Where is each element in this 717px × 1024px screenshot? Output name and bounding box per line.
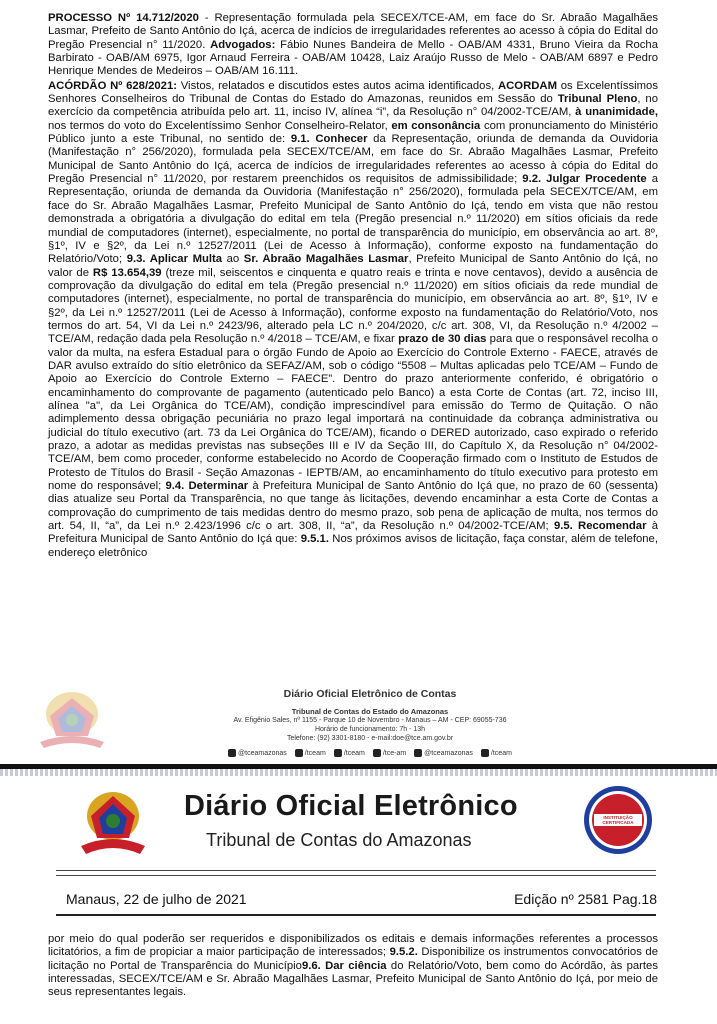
- twitter-icon: [295, 749, 303, 757]
- footer-hours: Horário de funcionamento: 7h - 13h: [314, 726, 426, 733]
- text-run: ao: [222, 253, 244, 266]
- social-link-twitter[interactable]: [295, 749, 326, 757]
- facebook-icon: [334, 749, 342, 757]
- header-rule: [56, 870, 656, 871]
- bold-text: prazo de 30 dias: [398, 333, 487, 346]
- bold-text: 9.4. Determinar: [165, 480, 249, 493]
- text-run: Disponibilize os instrumentos convocatórios de licitação no Portal de Transparência do Município: [48, 946, 658, 972]
- bold-text: Advogados:: [210, 38, 276, 51]
- bold-text: ACÓRDÃO Nº 628/2021:: [48, 79, 177, 92]
- bold-text: 9.6. Dar ciência: [301, 959, 387, 972]
- social-link-instagram[interactable]: [228, 749, 287, 757]
- page-title: Diário Oficial Eletrônico: [184, 790, 518, 822]
- text-run: a Representação, oriunda de demanda da Ouvidoria (Manifestação n° 256/2020), formulada pela SECEX/TCE/AM, em face do Sr. Abraão Magalhães Lasmar, Prefeito Municipal de Santo Antônio do Içá, tendo em vista que não restou demonstrada a obrigatória a divulgação do edital em tela (Pregão presencial n.º 11/2020) em sítios oficiais da rede mundial de computadores (internet), especialmente, no portal de transparência do município, em observância ao art. 8º, §1º, IV e §2º, da Lei n.º 12527/2011 (Lei de Acesso à Informação), conforme exposto na fundamentação do Relatório/Voto;: [48, 173, 658, 266]
- bold-text: ACORDAM: [497, 79, 557, 92]
- seal-text: INSTITUIÇÃO CERTIFICADA: [602, 815, 634, 825]
- instagram-icon: [228, 749, 236, 757]
- page-separator-pattern: [0, 769, 717, 776]
- paragraph: [48, 80, 658, 560]
- bold-text: PROCESSO Nº 14.712/2020: [48, 12, 199, 24]
- text-run: , Prefeito Municipal de Santo Antônio do Içá, no valor de: [48, 253, 658, 279]
- bold-text: 9.3. Aplicar Multa: [126, 253, 223, 266]
- footer-contact: Telefone: (92) 3301-8180 - e-mail:doe@tce.am.gov.br: [286, 735, 454, 742]
- text-run: com pronunciamento do Ministério Público junto a este Tribunal, no sentido de:: [48, 119, 658, 146]
- tce-crest-faded-icon: [36, 686, 108, 750]
- paragraph: [48, 12, 658, 79]
- edition-date: Manaus, 22 de julho de 2021: [66, 891, 247, 907]
- social-link-facebook[interactable]: [334, 749, 365, 757]
- text-run: , no exercício da competência atribuída pelo art. 11, inciso IV, alínea “i”, da Resolução n° 04/2002-TCE/AM,: [48, 93, 658, 119]
- bold-text: 9.5. Recomendar: [553, 520, 647, 533]
- bold-text: Tribunal Pleno: [557, 93, 638, 106]
- social-link-linkedin[interactable]: [481, 749, 512, 757]
- footer-address: Av. Efigênio Sales, nº 1155 - Parque 10 de Novembro - Manaus – AM - CEP: 69055-736: [233, 717, 507, 724]
- bold-text: em consonância: [391, 119, 481, 132]
- bold-text: 9.5.2.: [389, 946, 418, 959]
- social-label: /tceam: [490, 749, 512, 757]
- text-run: da Representação, oriunda de demanda da Ouvidoria (Manifestação n° 256/2020), formulada pela SECEX/TCE/AM, em face do Sr. Abraão Magalhães Lasmar, Prefeito Municipal de Santo Antônio do Içá, acerca de indícios de irregularidades referentes ao acesso à cópia do Edital do Pregão Presencial n° 11/2020, por restarem preenchidos os requisitos de admissibilidade;: [48, 133, 658, 186]
- social-link-youtube[interactable]: [373, 749, 406, 757]
- social-label: /tceam: [343, 749, 365, 757]
- social-label: /tceam: [304, 749, 326, 757]
- certification-seal-icon: [582, 784, 654, 856]
- text-run: à Prefeitura Municipal de Santo Antônio do Içá que:: [48, 520, 659, 546]
- text-run: por meio do qual poderão ser requeridos e disponibilizados os editais e demais informações referentes a processos licitatórios, a fim de propiciar a maior participação de interessados;: [48, 933, 658, 959]
- footer-info: [190, 686, 550, 757]
- text-run: Fábio Nunes Bandeira de Mello - OAB/AM 4331, Bruno Vieira da Rocha Barbirato - OAB/AM 6975, Igor Arnaud Ferreira - OAB/AM 10428, Laiz Araújo Russo de Melo - OAB/AM 6897 e Pedro Henrique Mendes de Medeiros – OAB/AM 16.111.: [48, 38, 658, 78]
- linkedin-icon: [481, 749, 489, 757]
- flickr-icon: [414, 749, 422, 757]
- header-rule: [56, 875, 656, 876]
- social-label: @tceamazonas: [238, 749, 287, 757]
- text-run: (treze mil, seiscentos e cinquenta e quatro reais e trinta e nove centavos), devido a ausência de comprovação da divulgação do edital em tela (Pregão presencial n.º 11/2020) em sítios oficiais da rede mundial de computadores (internet), especialmente, no portal de transparência do município, em observância ao art. 8º, §1º, IV e §2º, da Lei n.º 12527/2011 (Lei de Acesso à Informação), conforme exposto na fundamentação do Relatório/Voto, nos termos do art. 54, VI da Lei n.º 2423/96, alterado pela LC n.º 204/2020, c/c art. 308, VI, da Resolução n.º 4/2002 – TCE/AM, redação dada pela Resolução n.º 4/2018 – TCE/AM, e fixar: [48, 266, 658, 346]
- dateline-rule: [56, 914, 656, 916]
- lower-body-text: [48, 933, 658, 1000]
- bold-text: R$ 13.654,39: [92, 266, 162, 279]
- text-run: nos termos do voto do Excelentíssimo Senhor Conselheiro-Relator,: [48, 119, 392, 132]
- edition-number: Edição nº 2581 Pag.18: [514, 891, 657, 907]
- text-run: Vistos, relatados e discutidos estes autos acima identificados,: [177, 79, 498, 92]
- bold-text: 9.2. Julgar Procedente: [522, 173, 647, 186]
- footer-org: Tribunal de Contas do Estado do Amazonas: [291, 707, 449, 716]
- social-label: /tce-am: [382, 749, 407, 757]
- text-run: à Prefeitura Municipal de Santo Antônio do Içá que, no prazo de 60 (sessenta) dias atualize seu Portal da Transparência, no que tange às licitações, devendo encaminhar a esta Corte de Contas a comprovação do cumprimento de tais medidas dentro do mesmo prazo, sob pena de aplicação de multa, nos termos do art. 54, II, “a”, da Lei n.º 2.423/1996 c/c o art. 308, II, “a”, da Resolução n.º 04/2002-TCE/AM;: [48, 480, 658, 533]
- footer-title: Diário Oficial Eletrônico de Contas: [283, 688, 457, 700]
- text-run: Nos próximos avisos de licitação, faça constar, além de telefone, endereço eletrônico: [48, 533, 658, 559]
- text-run: os Excelentíssimos Senhores Conselheiros do Tribunal de Contas do Estado do Amazonas, reunidos em Sessão do: [48, 79, 658, 106]
- bold-text: 9.5.1.: [300, 533, 329, 546]
- social-links: [190, 749, 550, 757]
- text-run: para que o responsável recolha o valor da multa, na esfera Estadual para o órgão Fundo de Apoio ao Exercício do Controle Externo - FAECE, através de DAR avulso extraído do sítio eletrônico da SEFAZ/AM, sob o código “5508 – Multas aplicadas pelo TCE/AM – Fundo de Apoio ao Exercício do Controle Externo – FAECE”. Dentro do prazo anteriormente conferido, é obrigatório o encaminhamento do comprovante de pagamento (autenticado pelo Banco) a esta Corte de Contas (art. 72, inciso III, alínea "a", da Lei Orgânica do TCE/AM), condição imprescindível para emissão do Termo de Quitação. O não adimplemento dessa obrigação pecuniária no prazo legal importará na continuidade da cobrança administrativa ou judicial do título executivo (art. 73 da Lei Orgânica do TCE/AM), ficando o DERED autorizado, caso expirado o referido prazo, a adotar as medidas previstas nas subseções III e IV da Seção III, do Capítulo X, da Resolução n° 04/2002-TCE/AM, bem como proceder, conforme estabelecido no Acordo de Cooperação firmado com o Instituto de Estudos de Protesto de Títulos do Brasil - Seção Amazonas - IEPTB/AM, ao encaminhamento do título executivo para protesto em nome do responsável;: [48, 333, 658, 493]
- upper-body-text: [48, 12, 658, 561]
- bold-text: 9.1. Conhecer: [290, 133, 368, 146]
- social-link-flickr[interactable]: [414, 749, 473, 757]
- tce-crest-icon: [78, 786, 148, 858]
- bold-text: à unanimidade,: [575, 106, 659, 119]
- youtube-icon: [373, 749, 381, 757]
- paragraph: [48, 933, 658, 1000]
- text-run: - Representação formulada pela SECEX/TCE-AM, em face do Sr. Abraão Magalhães Lasmar, Prefeito de Santo Antônio do Içá, acerca de indícios de irregularidades referentes ao acesso à cópia do Edital do Pregão Presencial n° 11/2020.: [48, 12, 658, 51]
- social-label: @tceamazonas: [424, 749, 473, 757]
- text-run: do Relatório/Voto, bem como do Acórdão, às partes interessadas, SECEX/TCE/AM e Sr. Abraão Magalhães Lasmar, Prefeito Municipal de Santo Antônio do Içá, por meio de seus representantes legais.: [48, 959, 658, 999]
- page-subtitle: Tribunal de Contas do Amazonas: [206, 830, 472, 850]
- bold-text: Sr. Abraão Magalhães Lasmar: [243, 253, 409, 266]
